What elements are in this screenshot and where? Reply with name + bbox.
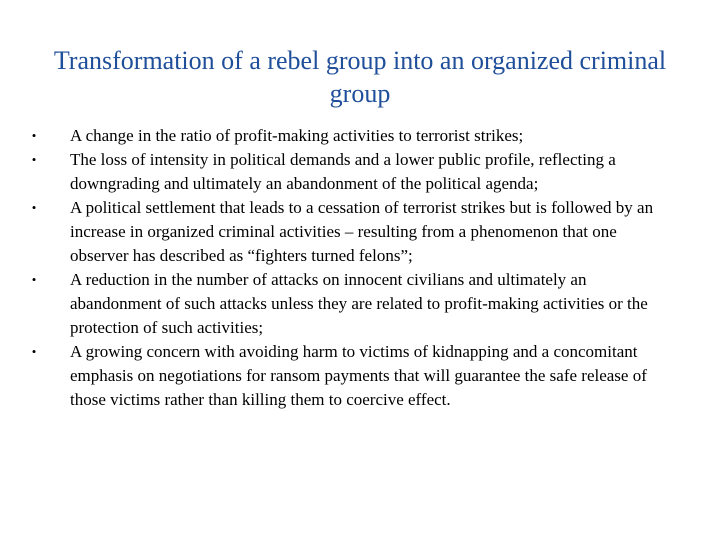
bullet-icon: • bbox=[31, 128, 37, 143]
bullet-icon: • bbox=[31, 344, 37, 359]
bullet-item bbox=[28, 268, 678, 340]
bullet-item bbox=[28, 340, 678, 412]
bullet-text: The loss of intensity in political demands and a lower public profile, reflecting a downgrading and ultimately an abandonment of the political agenda; bbox=[70, 150, 616, 193]
bullet-icon: • bbox=[31, 272, 37, 287]
bullet-text: A reduction in the number of attacks on innocent civilians and ultimately an abandonment of such attacks unless they are related to profit-making activities or the protection of such activities; bbox=[70, 270, 648, 337]
bullet-text: A political settlement that leads to a cessation of terrorist strikes but is followed by an increase in organized criminal activities – resulting from a phenomenon that one observer has described as “fighters turned felons”; bbox=[70, 198, 654, 265]
bullet-item bbox=[28, 196, 678, 268]
bullet-text: A growing concern with avoiding harm to victims of kidnapping and a concomitant emphasis on negotiations for ransom payments that will guarantee the safe release of those victims rather than killing them to coercive effect. bbox=[70, 342, 647, 409]
bullet-icon: • bbox=[31, 200, 37, 215]
bullet-icon: • bbox=[31, 152, 37, 167]
bullet-item bbox=[28, 124, 678, 148]
bullet-item bbox=[28, 148, 678, 196]
bullet-text: A change in the ratio of profit-making activities to terrorist strikes; bbox=[70, 126, 524, 145]
bullet-list bbox=[28, 124, 678, 412]
slide-title: Transformation of a rebel group into an organized criminal group bbox=[53, 46, 667, 108]
